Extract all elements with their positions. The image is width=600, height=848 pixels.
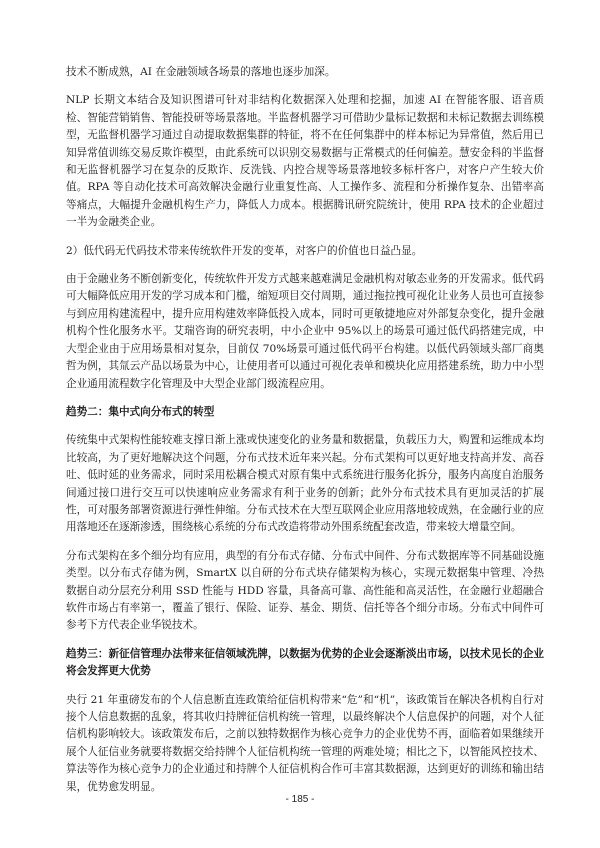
paragraph-ai-maturity: 技术不断成熟，AI 在金融领域各场景的落地也逐步加深。 (66, 66, 336, 78)
page-content (66, 64, 544, 807)
paragraph-credit-policy: 央行 21 年重磅发布的个人信息断直连政策给征信机构带来“危”和“机”，该政策旨在解决各机构自行对接个人信息数据的乱象，将其收归持牌征信机构统一管理，以最终解决个人信息保护的问题，对个人征信机构影响较大。该政策发布后，之前以独特数据作为核心竞争力的企业优势不再，面临着如果继续开展个人征信业务就要将数据交给持牌个人征信机构统一管理的两难处境；相比之下，以智能风控技术、算法等作为核心竞争力的企业通过和持牌个人征信机构合作可丰富其数据源，达到更好的训练和输出结果，优势愈发明显。 (66, 693, 544, 793)
paragraph-lowcode-detail: 由于金融业务不断创新变化，传统软件开发方式越来越难满足金融机构对敏态业务的开发需求。低代码可大幅降低应用开发的学习成本和门槛，缩短项目交付周期，通过拖拉拽可视化让业务人员也可直接参与到应用构建流程中，提升应用构建效率降低投入成本，同时可更敏捷地应对外部复杂变化，提升金融机构个性化服务水平。艾瑞咨询的研究表明，中小企业中 95%以上的场景可通过低代码搭建完成，中大型企业由于应用场景相对复杂，目前仅 70%场景可通过低代码平台构建。以低代码领域头部厂商奥哲为例，其氚云产品以场景为中心，让使用者可以通过可视化表单和模块化应用搭建系统，助力中小型企业通用流程数字化管理及中大型企业部门级流程应用。 (66, 273, 544, 390)
paragraph-distributed-examples: 分布式架构在多个细分均有应用，典型的有分布式存储、分布式中间件、分布式数据库等不同基础设施类型。以分布式存储为例，SmartX 以自研的分布式块存储架构为核心，实现元数据集中管理、冷热数据自动分层充分利用 SSD 性能与 HDD 容量，具备高可靠、高性能和高灵活性，在金融行业超融合软件市场占有率第一，覆盖了银行、保险、证券、基金、期货、信托等各个细分市场。分布式中间件可参考下方代表企业华锐技术。 (66, 549, 544, 632)
paragraph-distributed-arch: 传统集中式架构性能较难支撑日渐上涨或快速变化的业务量和数据量，负载压力大，购置和运维成本均比较高，为了更好地解决这个问题，分布式技术近年来兴起。分布式架构可以更好地支持高并发、高吞吐、低时延的业务需求，同时采用松耦合模式对原有集中式系统进行服务化拆分，服务内高度自治服务间通过接口进行交互可以快速响应业务需求有利于业务的创新；此外分布式技术具有更加灵活的扩展性，可对服务部署资源进行弹性伸缩。分布式技术在大型互联网企业应用落地较成熟，在金融行业的应用落地还在逐渐渗透，围绕核心系统的分布式改造将带动外围系统配套改造，带来较大增量空间。 (66, 434, 544, 534)
heading-trend-two: 趋势二：集中式向分布式的转型 (66, 405, 215, 418)
paragraph-nlp-ml-rpa: NLP 长期文本结合及知识图谱可针对非结构化数据深入处理和挖掘，加速 AI 在智能客服、语音质检、智能营销销售、智能投研等场景落地。半监督机器学习可借助少量标记数据和未标记数据去训练模型，无监督机器学习通过自动提取数据集群的特征，将不在任何集群中的样本标记为异常值，然后用已知异常值训练交易反欺诈模型，由此系统可以识别交易数据与正常模式的任何偏差。慧安金科的半监督和无监督机器学习在复杂的反欺诈、反洗钱、内控合规等场景落地较多标杆客户，对客户产生较大价值。RPA 等自动化技术可高效解决金融行业重复性高、人工操作多、流程和分析操作复杂、出错率高等痛点，大幅提升金融机构生产力，降低人力成本。根据腾讯研究院统计，使用 RPA 技术的企业超过一半为金融类企业。 (66, 94, 544, 229)
heading-trend-three: 趋势三：新征信管理办法带来征信领域洗牌，以数据为优势的企业会逐渐淡出市场，以技术见长的企业将会发挥更大优势 (66, 647, 544, 678)
paragraph-lowcode-intro: 2）低代码无代码技术带来传统软件开发的变革，对客户的价值也日益凸显。 (66, 244, 423, 257)
page-number: - 185 - (285, 794, 315, 805)
